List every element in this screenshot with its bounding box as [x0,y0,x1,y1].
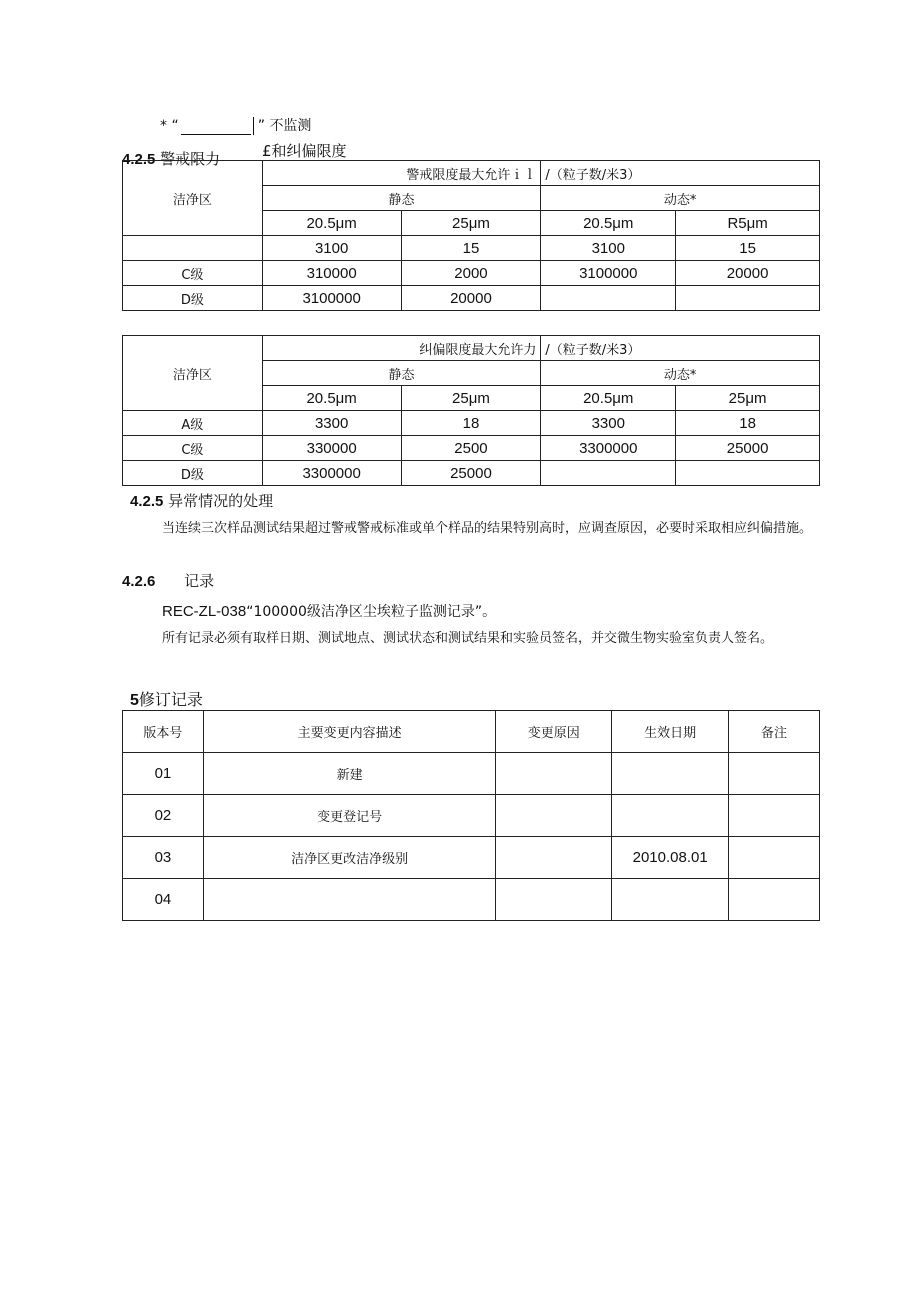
date-cell [612,879,729,921]
reason-cell [496,795,612,837]
table-row [123,795,820,837]
limit-header-right: /（粒子数/米3） [541,161,820,186]
value-cell [676,461,820,486]
paragraph-text: 所有记录必须有取样日期、测试地点、测试状态和测试结果和实验员签名，并交微生物实验室负责人签名。 [162,631,774,646]
grade-cell: D级 [123,461,263,486]
size-header: 20.5μm [541,386,676,411]
value-cell [541,461,676,486]
size-header: 25μm [401,386,541,411]
value-cell: 2000 [401,261,541,286]
grade-cell: A级 [123,411,263,436]
heading-number: 4.2.5 [130,493,164,510]
description-cell: 变更登记号 [203,795,496,837]
value-cell: 2500 [401,436,541,461]
abnormal-paragraph [122,518,820,540]
limit-header-left: 纠偏限度最大允许力 [262,336,541,361]
grade-cell: C级 [123,436,263,461]
zone-header: 洁净区 [123,336,263,411]
heading-records [122,570,214,591]
reason-cell [496,837,612,879]
description-cell: 洁净区更改洁净级别 [203,837,496,879]
note-open-quote: “ [171,118,179,134]
value-cell: 3100000 [541,261,676,286]
table-row [123,236,820,261]
table-row [123,436,820,461]
value-cell: 330000 [262,436,401,461]
revision-table [122,710,820,921]
table-row [123,837,820,879]
date-cell: 2010.08.01 [612,837,729,879]
column-header: 生效日期 [612,711,729,753]
note-text: 不监测 [269,118,312,134]
value-cell: 15 [401,236,541,261]
grade-cell: D级 [123,286,263,311]
grade-cell: C级 [123,261,263,286]
version-cell: 04 [123,879,204,921]
description-cell [203,879,496,921]
dynamic-header: 动态* [541,361,820,386]
version-cell: 02 [123,795,204,837]
value-cell: 3100000 [262,286,401,311]
heading-text-1: 警戒限力 [160,150,221,168]
record-title: “100000级洁净区尘埃粒子监测记录”。 [246,604,497,620]
heading-alert-limits-tail [262,140,347,161]
table-row [123,753,820,795]
value-cell: 18 [401,411,541,436]
description-cell: 新建 [203,753,496,795]
value-cell: 3300 [541,411,676,436]
grade-cell [123,236,263,261]
column-header: 版本号 [123,711,204,753]
reason-cell [496,753,612,795]
note-blank [181,118,251,135]
version-cell: 03 [123,837,204,879]
dynamic-header: 动态* [541,186,820,211]
size-header: 20.5μm [541,211,676,236]
date-cell [612,753,729,795]
heading-text-2: £和纠偏限度 [262,142,347,160]
value-cell: 3300 [262,411,401,436]
column-header: 主要变更内容描述 [203,711,496,753]
remark-cell [729,795,820,837]
note-asterisk: * [160,118,167,134]
size-header: 20.5μm [262,386,401,411]
value-cell: 3300000 [262,461,401,486]
record-code: REC-ZL-038 [162,603,247,620]
table-row [123,411,820,436]
table-header-row [123,711,820,753]
record-reference [162,601,496,621]
value-cell: 3100 [541,236,676,261]
paragraph-text: 当连续三次样品测试结果超过警戒警戒标准或单个样品的结果特别高时，应调查原因，必要时采取相应纠偏措施。 [162,521,813,536]
table-row [123,461,820,486]
table-row [123,261,820,286]
static-header: 静态 [262,186,541,211]
value-cell: 20000 [401,286,541,311]
action-limits-table [122,335,820,486]
column-header: 备注 [729,711,820,753]
size-header: R5μm [676,211,820,236]
value-cell [541,286,676,311]
value-cell [676,286,820,311]
zone-header: 洁净区 [123,161,263,236]
version-cell: 01 [123,753,204,795]
records-paragraph [122,628,820,650]
remark-cell [729,753,820,795]
date-cell [612,795,729,837]
remark-cell [729,837,820,879]
heading-text: 记录 [184,572,215,590]
value-cell: 3100 [262,236,401,261]
heading-revision [130,687,203,710]
note-close-quote: ” [257,118,265,134]
table-row [123,879,820,921]
table-row [123,286,820,311]
limit-header-right: /（粒子数/米3） [541,336,820,361]
value-cell: 25000 [401,461,541,486]
alert-limits-table [122,160,820,311]
column-header: 变更原因 [496,711,612,753]
heading-text: 异常情况的处理 [168,492,274,510]
heading-number: 4.2.6 [122,573,156,590]
remark-cell [729,879,820,921]
heading-abnormal [130,490,273,511]
static-header: 静态 [262,361,541,386]
value-cell: 25000 [676,436,820,461]
value-cell: 3300000 [541,436,676,461]
value-cell: 15 [676,236,820,261]
heading-number: 4.2.5 [122,151,156,168]
size-header: 25μm [676,386,820,411]
value-cell: 310000 [262,261,401,286]
size-header: 25μm [401,211,541,236]
value-cell: 20000 [676,261,820,286]
reason-cell [496,879,612,921]
value-cell: 18 [676,411,820,436]
heading-number: 5 [130,692,139,709]
limit-header-left: 警戒限度最大允许ｉｌ [262,161,541,186]
size-header: 20.5μm [262,211,401,236]
note-divider [253,117,254,135]
not-monitored-note [160,115,311,135]
heading-text: 修订记录 [138,690,203,709]
